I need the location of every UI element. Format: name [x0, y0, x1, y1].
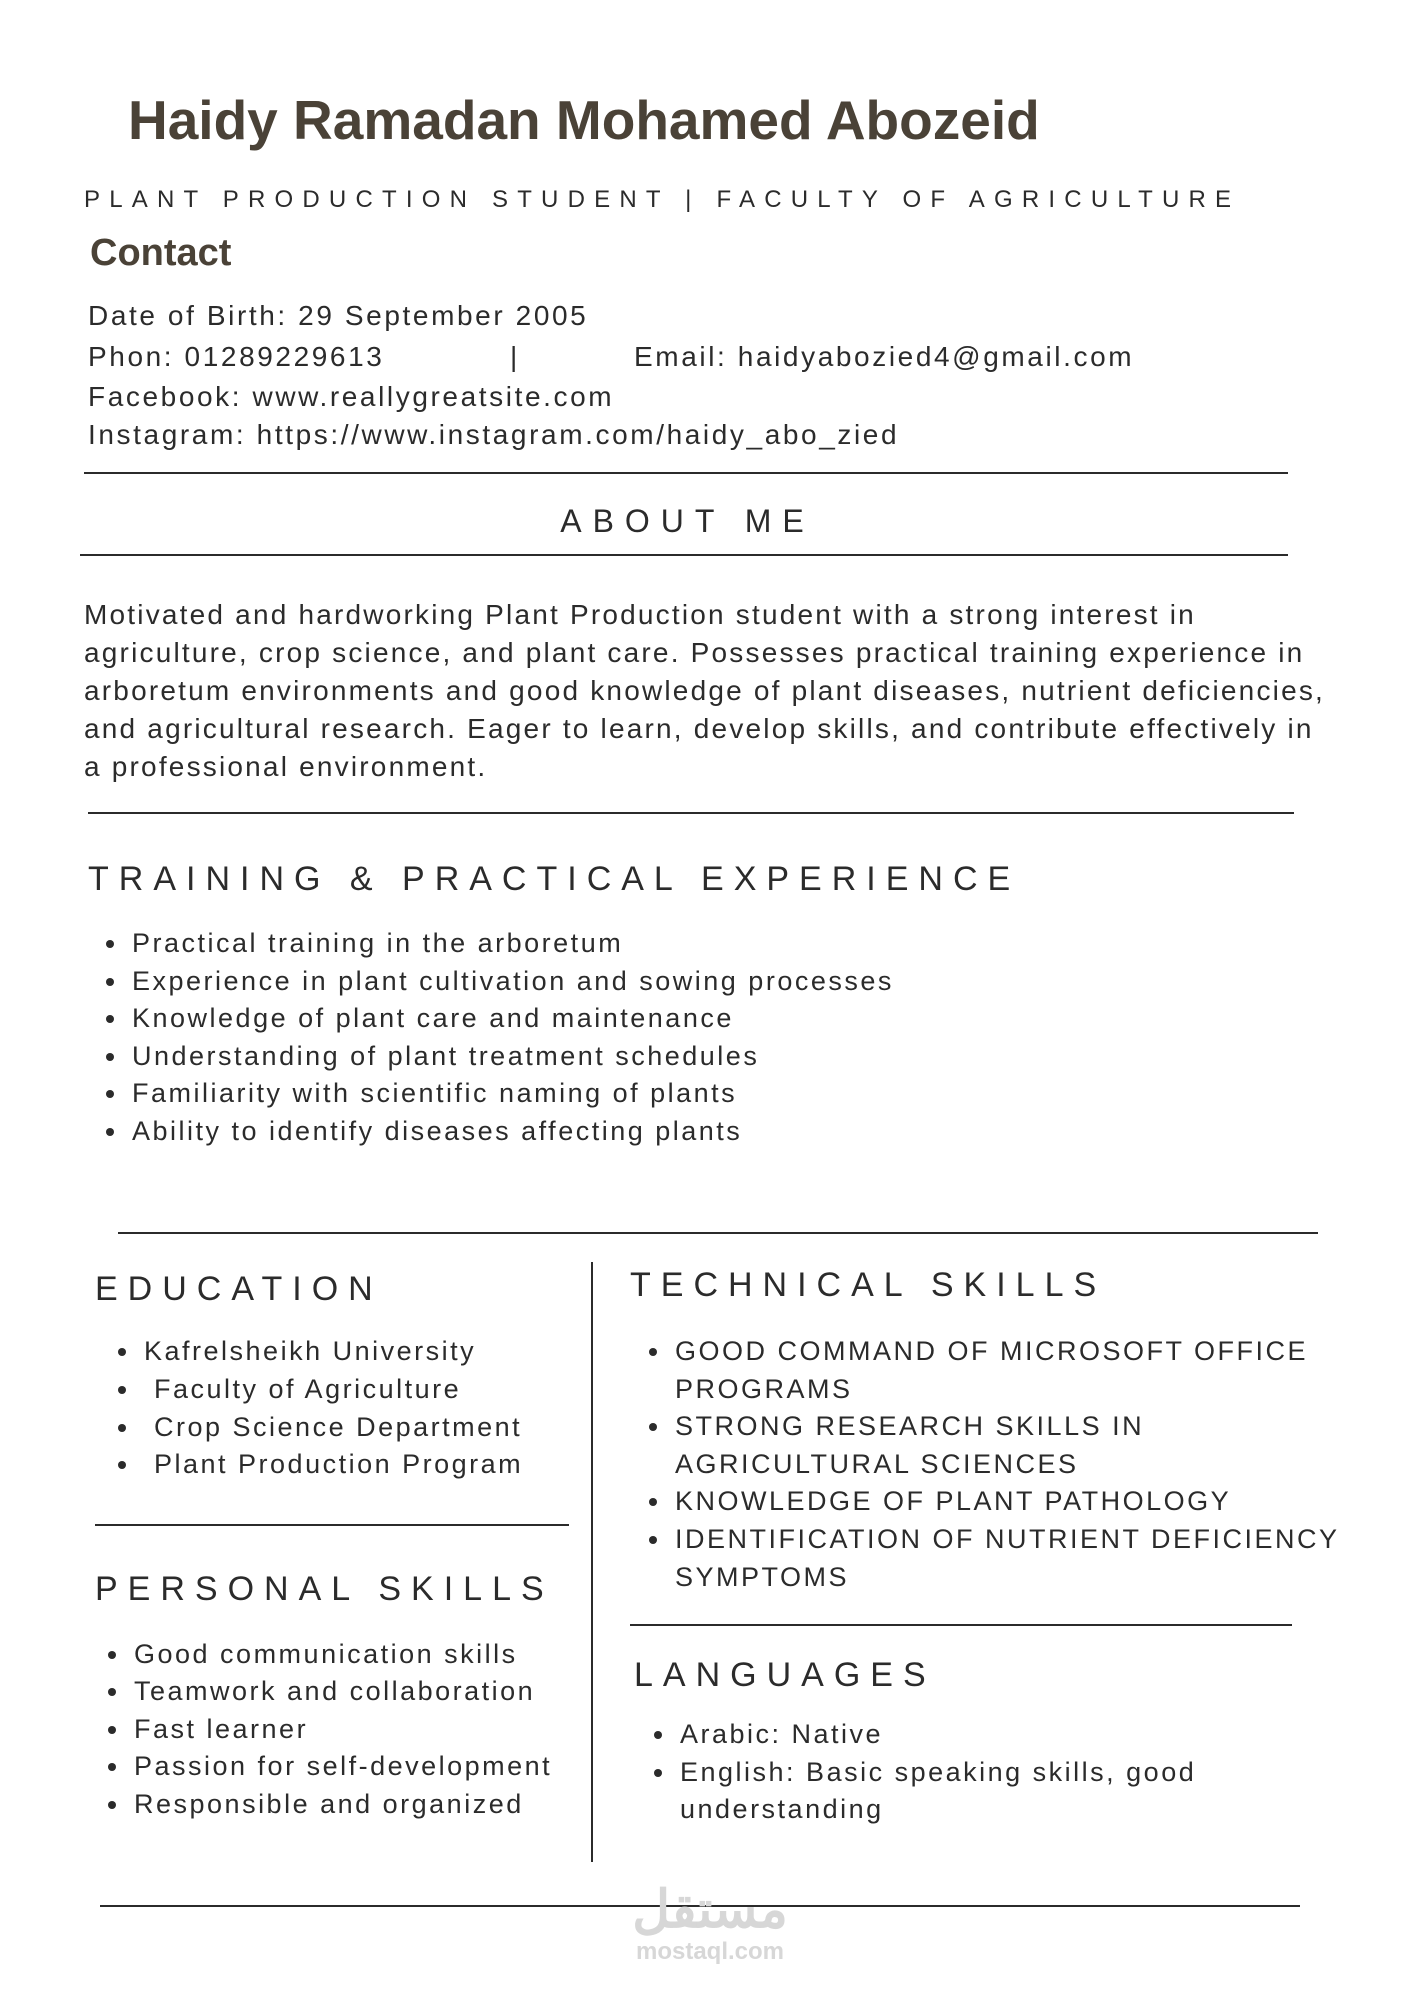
full-name: Haidy Ramadan Mohamed Abozeid: [128, 89, 1040, 151]
technical-skills-list: [645, 1333, 1345, 1596]
list-item: IDENTIFICATION OF NUTRIENT DEFICIENCY SYMPTOMS: [645, 1521, 1345, 1596]
divider-line: [118, 1232, 1318, 1234]
list-item: STRONG RESEARCH SKILLS IN AGRICULTURAL SCIENCES: [645, 1408, 1345, 1483]
email-address[interactable]: Email: haidyabozied4@gmail.com: [634, 341, 1135, 372]
education-heading: EDUCATION: [95, 1270, 383, 1308]
technical-skills-heading: TECHNICAL SKILLS: [630, 1266, 1107, 1304]
training-list: [102, 925, 1202, 1151]
job-subtitle: PLANT PRODUCTION STUDENT | FACULTY OF AGRICULTURE: [84, 186, 1241, 213]
list-item: Kafrelsheikh University: [114, 1333, 584, 1371]
list-item: Crop Science Department: [114, 1409, 584, 1447]
divider-line: [84, 472, 1288, 474]
list-item: Fast learner: [104, 1711, 584, 1748]
list-item: Responsible and organized: [104, 1786, 584, 1823]
list-item: Good communication skills: [104, 1636, 584, 1673]
list-item: KNOWLEDGE OF PLANT PATHOLOGY: [645, 1483, 1345, 1521]
personal-skills-list: [104, 1636, 584, 1823]
list-item: Understanding of plant treatment schedules: [102, 1038, 1202, 1076]
list-item: Experience in plant cultivation and sowing processes: [102, 963, 1202, 1001]
contact-separator: |: [510, 341, 520, 372]
divider-line: [95, 1524, 569, 1526]
column-divider: [591, 1262, 593, 1862]
list-item: Passion for self-development: [104, 1748, 584, 1785]
instagram-link[interactable]: Instagram: https://www.instagram.com/haidy_abo_zied: [88, 419, 900, 450]
about-paragraph: Motivated and hardworking Plant Production student with a strong interest in agriculture, crop science, and plant care. Possesses practical training experience in arboretum environments and good knowledge of plant diseases, nutrient deficiencies, and agricultural research. Eager to learn, develop skills, and contribute effectively in a professional environment.: [84, 599, 1326, 782]
date-of-birth: Date of Birth: 29 September 2005: [88, 300, 589, 331]
phone-number: Phon: 01289229613: [88, 341, 385, 372]
list-item: Arabic: Native: [650, 1716, 1270, 1754]
list-item: Plant Production Program: [114, 1446, 584, 1484]
list-item: Knowledge of plant care and maintenance: [102, 1000, 1202, 1038]
education-list: [114, 1333, 584, 1484]
facebook-link[interactable]: Facebook: www.reallygreatsite.com: [88, 381, 615, 412]
divider-line: [80, 554, 1288, 556]
languages-heading: LANGUAGES: [634, 1656, 936, 1694]
mostaql-watermark: [620, 1882, 800, 1966]
watermark-site: mostaql.com: [635, 1938, 785, 1965]
list-item: Practical training in the arboretum: [102, 925, 1202, 963]
list-item: Familiarity with scientific naming of plants: [102, 1075, 1202, 1113]
divider-line: [88, 812, 1294, 814]
list-item: Teamwork and collaboration: [104, 1673, 584, 1710]
about-heading: ABOUT ME: [560, 503, 815, 539]
contact-heading: Contact: [90, 232, 232, 274]
training-heading: TRAINING & PRACTICAL EXPERIENCE: [88, 860, 1021, 898]
divider-line: [630, 1624, 1292, 1626]
list-item: English: Basic speaking skills, good understanding: [650, 1754, 1270, 1829]
languages-list: [650, 1716, 1270, 1829]
list-item: Ability to identify diseases affecting plants: [102, 1113, 1202, 1151]
list-item: GOOD COMMAND OF MICROSOFT OFFICE PROGRAMS: [645, 1333, 1345, 1408]
list-item: Faculty of Agriculture: [114, 1371, 584, 1409]
watermark-logo: مستقل: [632, 1881, 788, 1939]
personal-skills-heading: PERSONAL SKILLS: [95, 1570, 554, 1608]
